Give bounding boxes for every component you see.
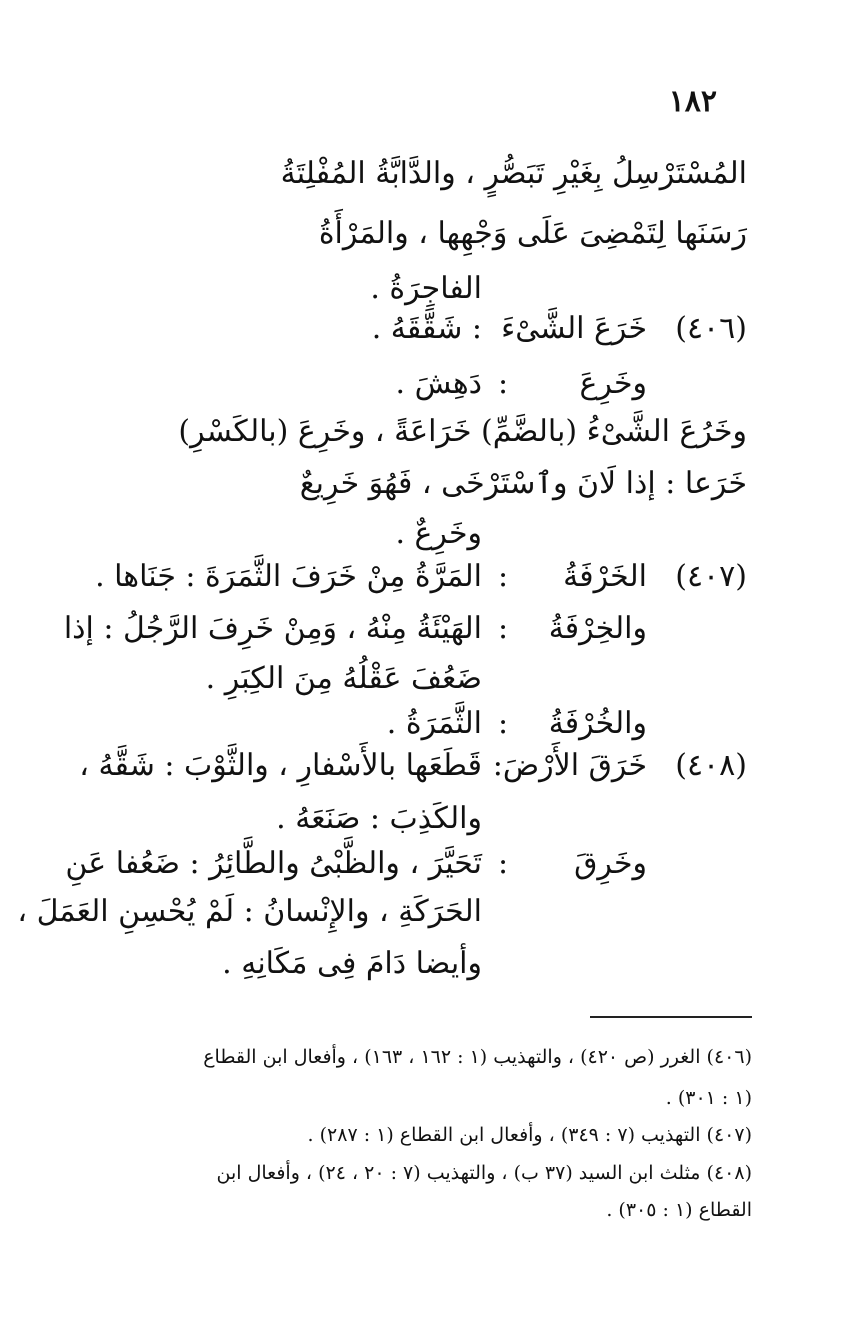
entry-number: (٤٠٦): [675, 311, 747, 346]
headword: الخَرْفَةُ: [563, 559, 647, 594]
text-line: الفاجِرَةُ .: [370, 271, 482, 306]
definition-continued: ضَعُفَ عَقْلُهُ مِنَ الكِبَرِ .: [205, 661, 482, 696]
definition-continued: والكَذِبَ : صَنَعَهُ .: [276, 801, 482, 836]
definition: الثَّمَرَةُ .: [386, 706, 482, 741]
definition: دَهِشَ .: [395, 366, 482, 401]
headword: وخَرِقَ: [574, 846, 647, 881]
footnote-continued: القطاع (١ : ٣٠٥) .: [606, 1199, 752, 1221]
definition: الهَيْئَةُ مِنْهُ ، وَمِنْ خَرِفَ الرَّجُلُ : إذا: [63, 611, 482, 646]
footnote-continued: (١ : ٣٠١) .: [665, 1087, 752, 1109]
definition: المَرَّةُ مِنْ خَرَفَ الثَّمَرَةَ : جَنَاها .: [95, 559, 482, 594]
definition-continued: الحَرَكَةِ ، والإِنْسانُ : لَمْ يُحْسِنِ العَمَلَ ،: [17, 894, 482, 929]
entry-number: (٤٠٧): [675, 559, 747, 594]
footnote: (٤٠٦) الغرر (ص ٤٢٠) ، والتهذيب (١ : ١٦٢ ، ١٦٣) ، وأفعال ابن القطاع: [203, 1046, 752, 1068]
text-line: رَسَنَها لِتَمْضِىَ عَلَى وَجْهِها ، والمَرْأَةُ: [318, 216, 747, 251]
page-number: ١٨٢: [668, 84, 717, 119]
footnote: (٤٠٧) التهذيب (٧ : ٣٤٩) ، وأفعال ابن القطاع (١ : ٢٨٧) .: [307, 1124, 752, 1146]
headword: وخَرِعَ: [579, 366, 647, 401]
text-line: وخَرُعَ الشَّىْءُ (بالضَّمِّ) خَرَاعَةً ، وخَرِعَ (بالكَسْرِ): [178, 414, 747, 449]
text-line: المُسْتَرْسِلُ بِغَيْرِ تَبَصُّرٍ ، والدَّابَّةُ المُفْلِتَةُ: [280, 156, 747, 191]
definition-continued: وأيضا دَامَ فِى مَكَانِهِ .: [222, 946, 482, 981]
headword: خَرَقَ الأَرْضَ:: [492, 748, 647, 783]
colon-separator: :: [497, 611, 509, 646]
headword: والخِرْفَةُ: [548, 611, 647, 646]
colon-separator: :: [497, 846, 509, 881]
colon-separator: :: [497, 366, 509, 401]
definition: تَحَيَّرَ ، والظَّبْىُ والطَّائِرُ : ضَعُفا عَنِ: [65, 846, 482, 881]
colon-separator: :: [497, 706, 509, 741]
text-line: وخَرِعٌ .: [395, 516, 482, 551]
footnote-separator: [590, 1016, 752, 1018]
definition: : شَقَّقَهُ .: [371, 311, 482, 346]
definition: قَطَعَها بالأَسْفارِ ، والثَّوْبَ : شَقَّهُ ،: [79, 748, 482, 783]
entry-number: (٤٠٨): [675, 748, 747, 783]
colon-separator: :: [497, 559, 509, 594]
footnote: (٤٠٨) مثلث ابن السيد (٣٧ ب) ، والتهذيب (٧ : ٢٠ ، ٢٤) ، وأفعال ابن: [216, 1162, 752, 1184]
headword: خَرَعَ الشَّىْءَ: [501, 311, 647, 346]
headword: والخُرْفَةُ: [548, 706, 647, 741]
text-line: خَرَعا : إذا لَانَ وٱسْتَرْخَى ، فَهُوَ خَرِيعٌ: [299, 466, 747, 501]
